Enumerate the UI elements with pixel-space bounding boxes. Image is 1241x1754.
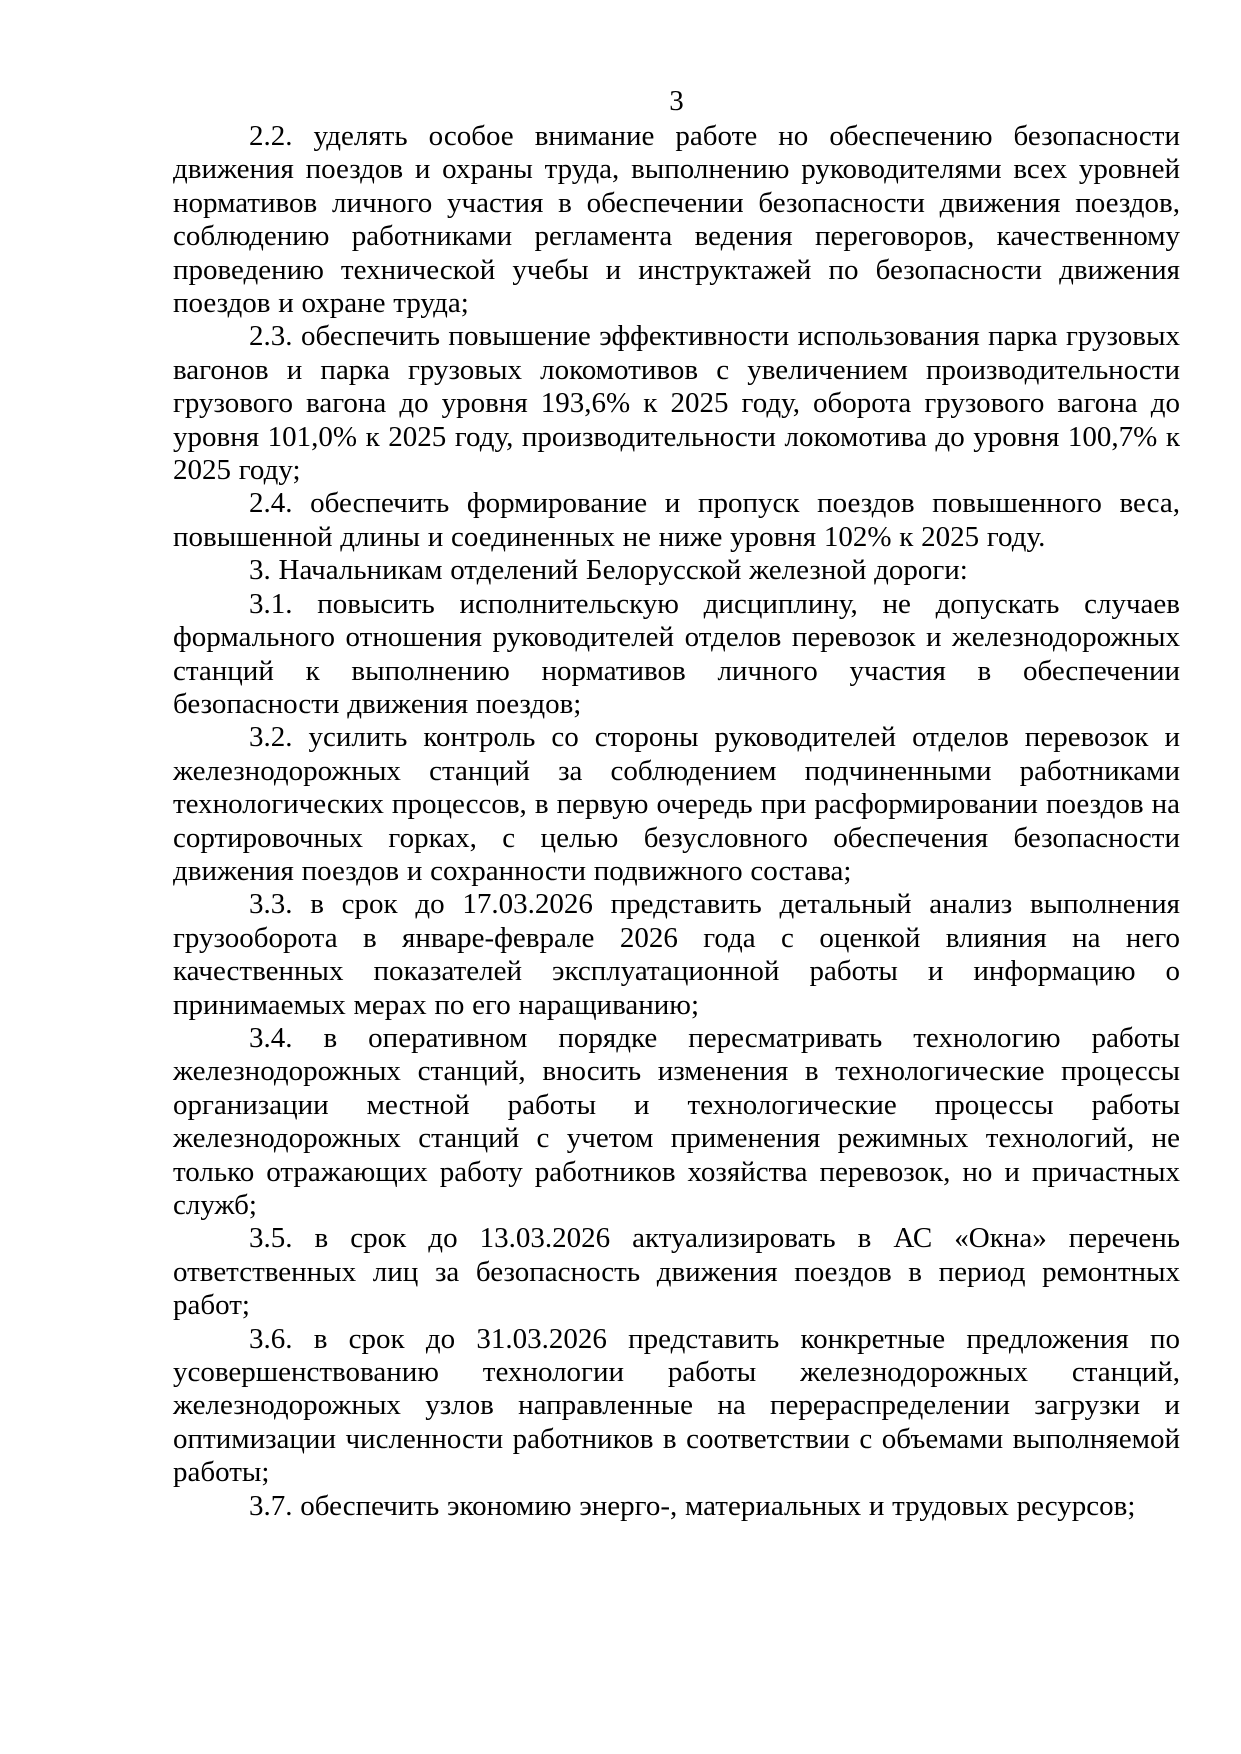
page-number: 3 — [669, 85, 684, 117]
paragraph-2-3: 2.3. обеспечить повышение эффективности использования парка грузовых вагонов и парка грузовых локомотивов с увеличением производительности грузового вагона до уровня 193,6% к 2025 году, оборота грузового вагона до уровня 101,0% к 2025 году, производительности локомотива до уровня 100,7% к 2025 году; — [173, 320, 1180, 487]
document-body — [173, 120, 1180, 1523]
paragraph-3-5: 3.5. в срок до 13.03.2026 актуализировать в АС «Окна» перечень ответственных лиц за безопасность движения поездов в период ремонтных работ; — [173, 1222, 1180, 1322]
paragraph-3-6: 3.6. в срок до 31.03.2026 представить конкретные предложения по усовершенствованию технологии работы железнодорожных станций, железнодорожных узлов направленные на перераспределении загрузки и оптимизации численности работников в соответствии с объемами выполняемой работы; — [173, 1322, 1180, 1489]
paragraph-2-2: 2.2. уделять особое внимание работе но обеспечению безопасности движения поездов и охраны труда, выполнению руководителями всех уровней нормативов личного участия в обеспечении безопасности движения поездов, соблюдению работниками регламента ведения переговоров, качественному проведению технической учебы и инструктажей по безопасности движения поездов и охране труда; — [173, 120, 1180, 320]
paragraph-2-4: 2.4. обеспечить формирование и пропуск поездов повышенного веса, повышенной длины и соединенных не ниже уровня 102% к 2025 году. — [173, 487, 1180, 553]
paragraph-3-4: 3.4. в оперативном порядке пересматривать технологию работы железнодорожных станций, вносить изменения в технологические процессы организации местной работы и технологические процессы работы железнодорожных станций с учетом применения режимных технологий, не только отражающих работу работников хозяйства перевозок, но и причастных служб; — [173, 1021, 1180, 1221]
paragraph-3: 3. Начальникам отделений Белорусской железной дороги: — [249, 554, 968, 587]
paragraph-3-3: 3.3. в срок до 17.03.2026 представить детальный анализ выполнения грузооборота в январе-феврале 2026 года с оценкой влияния на него качественных показателей эксплуатационной работы и информацию о принимаемых мерах по его наращиванию; — [173, 888, 1180, 1021]
paragraph-3-1: 3.1. повысить исполнительскую дисциплину, не допускать случаев формального отношения руководителей отделов перевозок и железнодорожных станций к выполнению нормативов личного участия в обеспечении безопасности движения поездов; — [173, 587, 1180, 720]
paragraph-3-2: 3.2. усилить контроль со стороны руководителей отделов перевозок и железнодорожных станций за соблюдением подчиненными работниками технологических процессов, в первую очередь при расформировании поездов на сортировочных горках, с целью безусловного обеспечения безопасности движения поездов и сохранности подвижного состава; — [173, 721, 1180, 887]
paragraph-3-7: 3.7. обеспечить экономию энерго-, материальных и трудовых ресурсов; — [249, 1489, 1136, 1522]
